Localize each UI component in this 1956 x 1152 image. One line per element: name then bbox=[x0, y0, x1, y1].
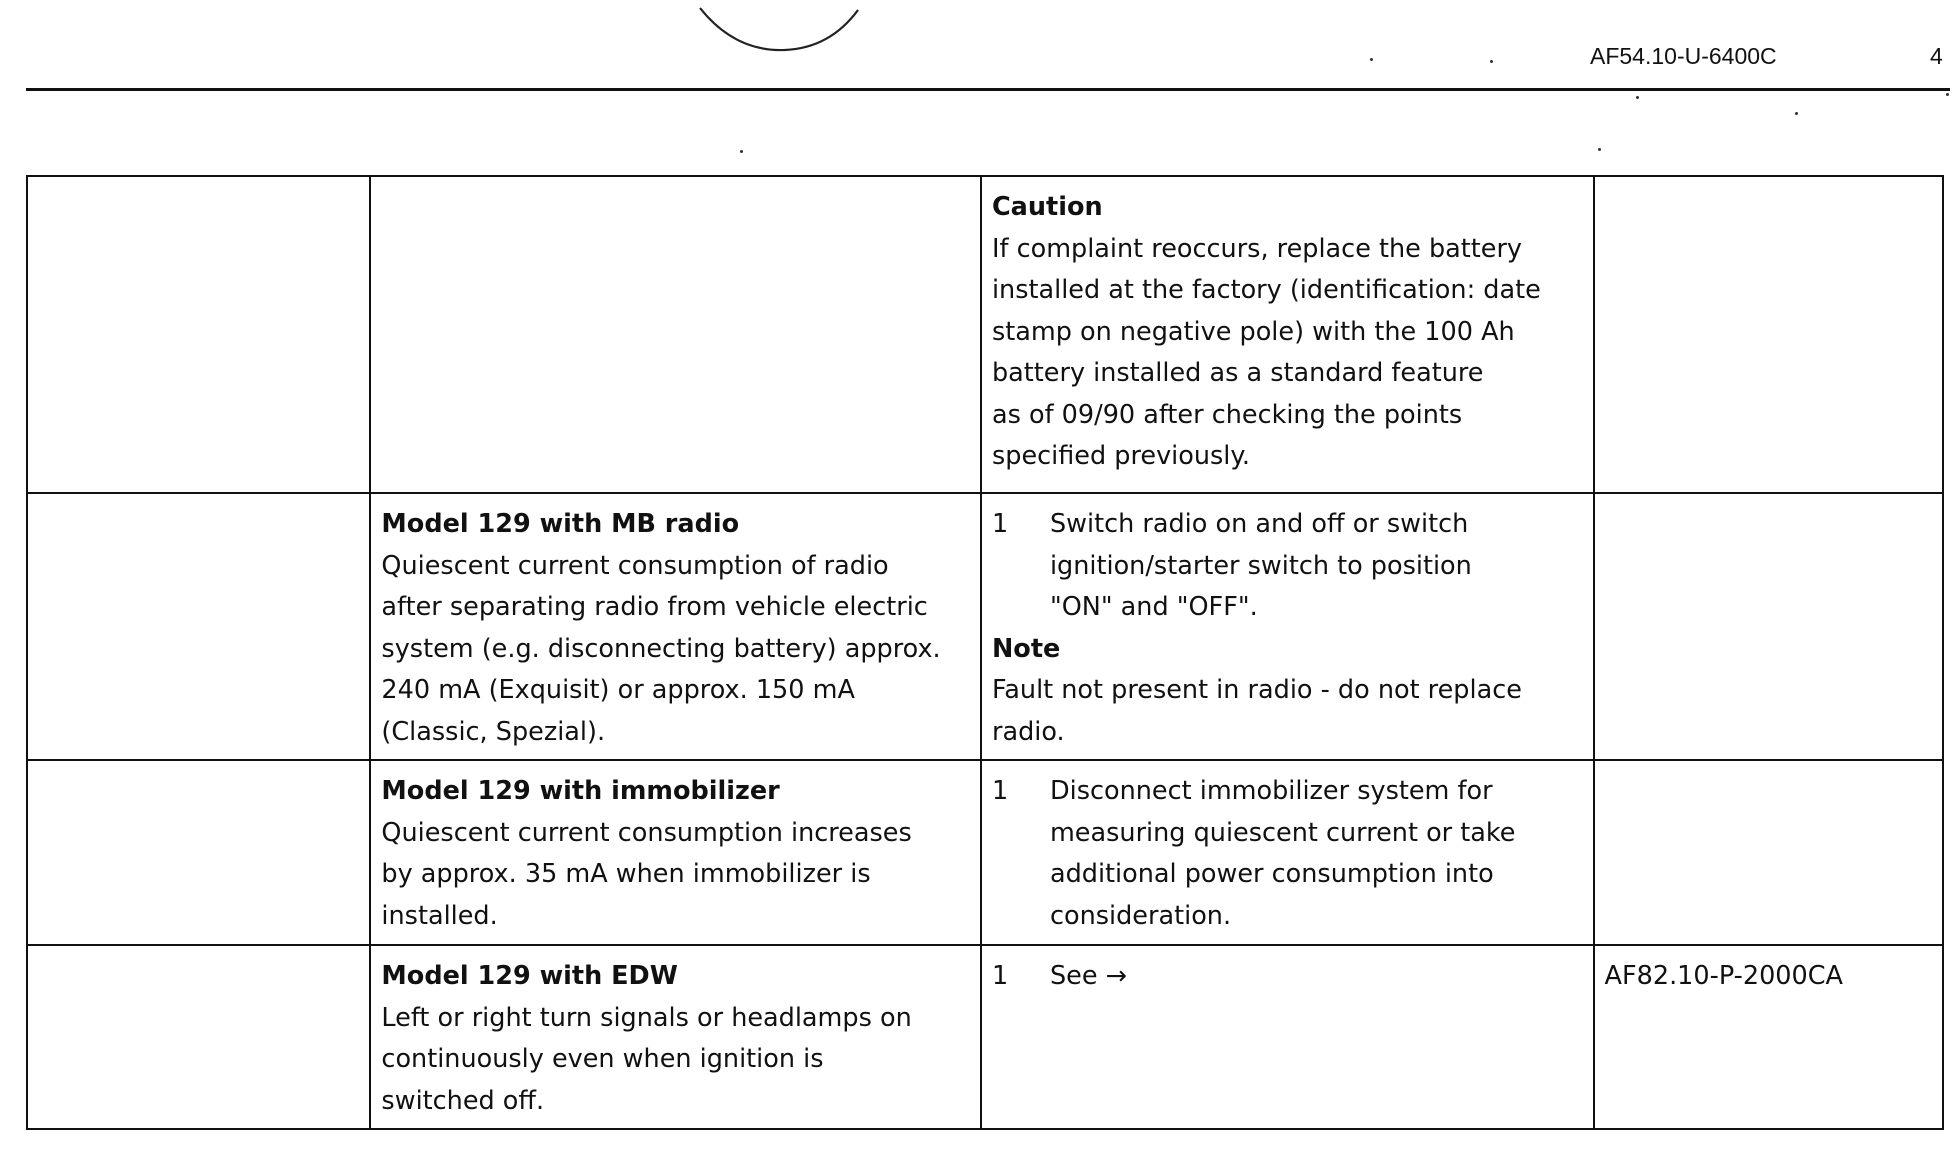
remedy-cell bbox=[981, 945, 1594, 1129]
step-line: consideration. bbox=[1049, 900, 1232, 931]
remedy-step bbox=[992, 956, 1583, 998]
reference-document-id[interactable]: AF82.10-P-2000CA bbox=[1604, 961, 1843, 991]
table-row bbox=[27, 945, 1943, 1129]
scan-speck bbox=[1598, 148, 1601, 151]
reference-cell bbox=[1594, 176, 1943, 493]
see-reference-link[interactable]: See → bbox=[1049, 961, 1128, 991]
condition-line: Quiescent current consumption of radio bbox=[381, 550, 889, 581]
caution-title: Caution bbox=[991, 192, 1103, 222]
step-line: Switch radio on and off or switch bbox=[1049, 509, 1469, 539]
remedy-cell bbox=[981, 493, 1594, 760]
reference-cell bbox=[1594, 945, 1943, 1129]
condition-cell bbox=[370, 493, 981, 760]
step-line: measuring quiescent current or take bbox=[1049, 817, 1516, 848]
note-line: Fault not present in radio - do not replace bbox=[991, 675, 1522, 705]
scan-speck bbox=[1795, 112, 1798, 115]
condition-cell bbox=[370, 176, 981, 493]
condition-title: Model 129 with EDW bbox=[381, 961, 678, 991]
condition-line: continuously even when ignition is bbox=[381, 1044, 824, 1074]
header-rule bbox=[26, 88, 1950, 91]
table-row bbox=[27, 176, 1943, 493]
step-text bbox=[1050, 504, 1583, 629]
condition-line: 240 mA (Exquisit) or approx. 150 mA bbox=[381, 675, 855, 705]
condition-line: (Classic, Spezial). bbox=[381, 716, 606, 747]
reference-cell bbox=[1594, 760, 1943, 945]
condition-line: system (e.g. disconnecting battery) approx. bbox=[381, 633, 941, 664]
document-id: AF54.10-U-6400C bbox=[1590, 43, 1777, 69]
remedy-cell bbox=[981, 760, 1594, 945]
caution-line: as of 09/90 after checking the points bbox=[991, 399, 1463, 430]
caution-line: specified previously. bbox=[991, 441, 1250, 471]
step-line: additional power consumption into bbox=[1049, 859, 1494, 889]
condition-line: by approx. 35 mA when immobilizer is bbox=[381, 859, 871, 889]
scan-speck bbox=[1636, 96, 1639, 99]
caution-line: If complaint reoccurs, replace the battery bbox=[991, 233, 1523, 264]
step-number: 1 bbox=[991, 776, 1009, 806]
reference-cell bbox=[1594, 493, 1943, 760]
condition-title: Model 129 with MB radio bbox=[381, 509, 740, 539]
note-title: Note bbox=[991, 633, 1061, 664]
fault-diagnosis-table bbox=[26, 175, 1944, 1130]
condition-line: switched off. bbox=[381, 1085, 545, 1116]
condition-cell bbox=[370, 945, 981, 1129]
note-line: radio. bbox=[991, 716, 1065, 747]
remedy-step bbox=[992, 504, 1583, 629]
condition-line: Quiescent current consumption increases bbox=[381, 817, 912, 848]
scan-speck bbox=[740, 150, 743, 153]
condition-line: installed. bbox=[381, 900, 498, 931]
condition-title: Model 129 with immobilizer bbox=[381, 776, 780, 806]
caution-line: stamp on negative pole) with the 100 Ah bbox=[991, 316, 1515, 347]
remedy-cell bbox=[981, 176, 1594, 493]
table-row bbox=[27, 760, 1943, 945]
step-number: 1 bbox=[991, 961, 1009, 991]
cell-blank bbox=[27, 176, 370, 493]
cell-blank bbox=[27, 493, 370, 760]
condition-line: after separating radio from vehicle electric bbox=[381, 592, 928, 622]
remedy-step bbox=[992, 771, 1583, 937]
step-text bbox=[1050, 771, 1583, 937]
page-number: 4 bbox=[1930, 43, 1943, 69]
cell-blank bbox=[27, 760, 370, 945]
table-row bbox=[27, 493, 1943, 760]
step-text bbox=[1050, 956, 1583, 998]
step-line: ignition/starter switch to position bbox=[1049, 550, 1472, 581]
cell-blank bbox=[27, 945, 370, 1129]
condition-cell bbox=[370, 760, 981, 945]
caution-line: installed at the factory (identification: date bbox=[991, 275, 1541, 305]
step-line: Disconnect immobilizer system for bbox=[1049, 776, 1493, 806]
scan-speck bbox=[1946, 93, 1949, 96]
page-header bbox=[0, 0, 1956, 90]
condition-line: Left or right turn signals or headlamps on bbox=[381, 1002, 912, 1033]
caution-line: battery installed as a standard feature bbox=[991, 358, 1484, 388]
step-line: "ON" and "OFF". bbox=[1049, 592, 1258, 622]
step-number: 1 bbox=[991, 509, 1009, 539]
